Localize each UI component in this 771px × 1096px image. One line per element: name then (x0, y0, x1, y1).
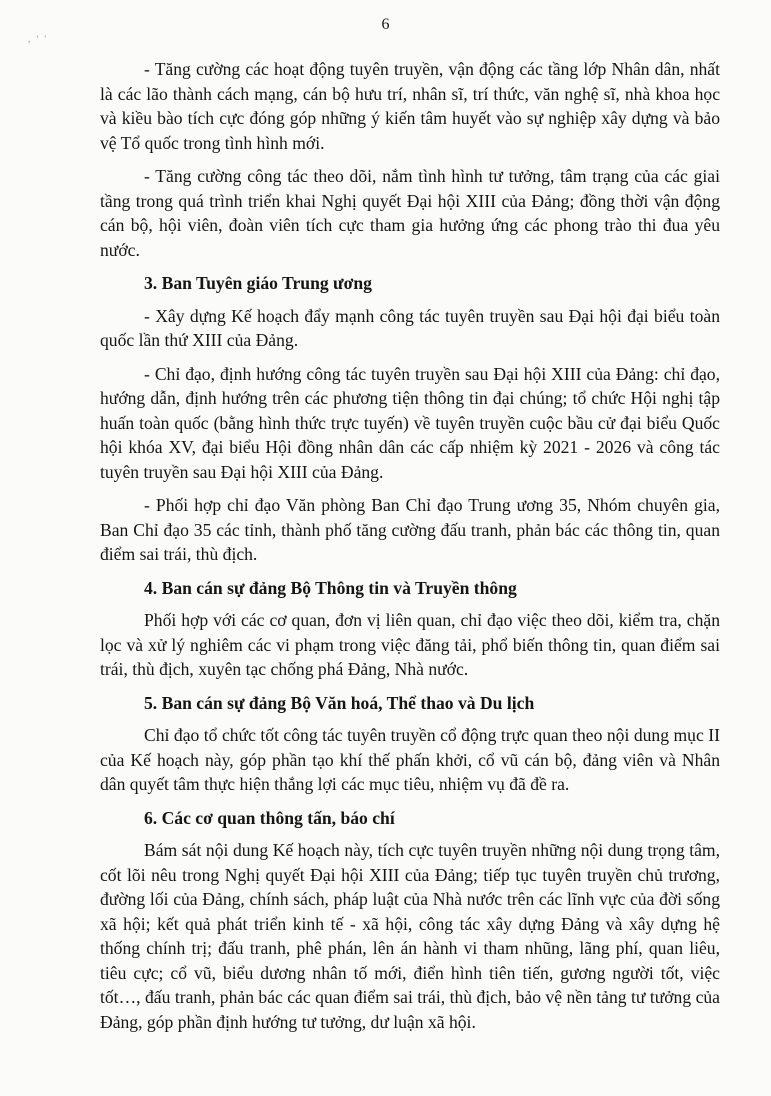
section-6-paragraph-1: Bám sát nội dung Kế hoạch này, tích cực tuyên truyền những nội dung trọng tâm, cốt lõi nêu trong Nghị quyết Đại hội XIII của Đảng; tiếp tục tuyên truyền chủ trương, đường lối của Đảng, chính sách, pháp luật của Nhà nước trên các lĩnh vực của đời sống xã hội; kết quả phát triển kinh tế - xã hội, công tác xây dựng Đảng và xây dựng hệ thống chính trị; đấu tranh, phê phán, lên án hành vi tham nhũng, lãng phí, quan liêu, tiêu cực; cổ vũ, biểu dương nhân tố mới, điển hình tiên tiến, gương người tốt, việc tốt…, đấu tranh, phản bác các quan điểm sai trái, thù địch, bảo vệ nền tảng tư tưởng của Đảng, góp phần định hướng tư tưởng, dư luận xã hội. (100, 840, 720, 1032)
page-number: 6 (381, 16, 390, 33)
section-3-paragraph-1: - Xây dựng Kế hoạch đẩy mạnh công tác tuyên truyền sau Đại hội đại biểu toàn quốc lần thứ XIII của Đảng. (100, 305, 720, 350)
intro-paragraph-1: - Tăng cường các hoạt động tuyên truyền, vận động các tầng lớp Nhân dân, nhất là các lão thành cách mạng, cán bộ hưu trí, nhân sĩ, trí thức, văn nghệ sĩ, nhà khoa học và kiều bào tích cực đóng góp những ý kiến tâm huyết vào sự nghiệp xây dựng và bảo vệ Tổ quốc trong tình hình mới. (100, 59, 720, 153)
intro-paragraph-2: - Tăng cường công tác theo dõi, nắm tình hình tư tưởng, tâm trạng của các giai tầng trong quá trình triển khai Nghị quyết Đại hội XIII của Đảng; đồng thời vận động cán bộ, hội viên, đoàn viên tích cực tham gia hưởng ứng các phong trào thi đua yêu nước. (100, 166, 720, 260)
section-6-heading: 6. Các cơ quan thông tấn, báo chí (144, 807, 395, 828)
section-4-heading: 4. Ban cán sự đảng Bộ Thông tin và Truyền thông (144, 577, 517, 598)
document-body (100, 57, 720, 1043)
section-4-paragraph-1: Phối hợp với các cơ quan, đơn vị liên quan, chỉ đạo việc theo dõi, kiểm tra, chặn lọc và xử lý nghiêm các vi phạm trong việc đăng tải, phổ biến thông tin, quan điểm sai trái, thù địch, xuyên tạc chống phá Đảng, Nhà nước. (100, 610, 720, 679)
section-3-paragraph-2: - Chỉ đạo, định hướng công tác tuyên truyền sau Đại hội XIII của Đảng: chỉ đạo, hướng dẫn, định hướng trên các phương tiện thông tin đại chúng; tổ chức Hội nghị tập huấn toàn quốc (bằng hình thức trực tuyến) về tuyên truyền cuộc bầu cử đại biểu Quốc hội khóa XV, đại biểu Hội đồng nhân dân các cấp nhiệm kỳ 2021 - 2026 và công tác tuyên truyền sau Đại hội XIII của Đảng. (100, 363, 720, 482)
section-5-paragraph-1: Chỉ đạo tổ chức tốt công tác tuyên truyền cổ động trực quan theo nội dung mục II của Kế hoạch này, góp phần tạo khí thế phấn khởi, cổ vũ cán bộ, đảng viên và Nhân dân quyết tâm thực hiện thắng lợi các mục tiêu, nhiệm vụ đã đề ra. (100, 725, 720, 794)
section-3-paragraph-3: - Phối hợp chỉ đạo Văn phòng Ban Chỉ đạo Trung ương 35, Nhóm chuyên gia, Ban Chỉ đạo 35 các tỉnh, thành phố tăng cường đấu tranh, phản bác các thông tin, quan điểm sai trái, thù địch. (100, 495, 720, 564)
section-5-heading: 5. Ban cán sự đảng Bộ Văn hoá, Thể thao và Du lịch (144, 692, 535, 713)
scan-marks: , ' ' (28, 34, 48, 44)
section-3-heading: 3. Ban Tuyên giáo Trung ương (144, 273, 372, 293)
